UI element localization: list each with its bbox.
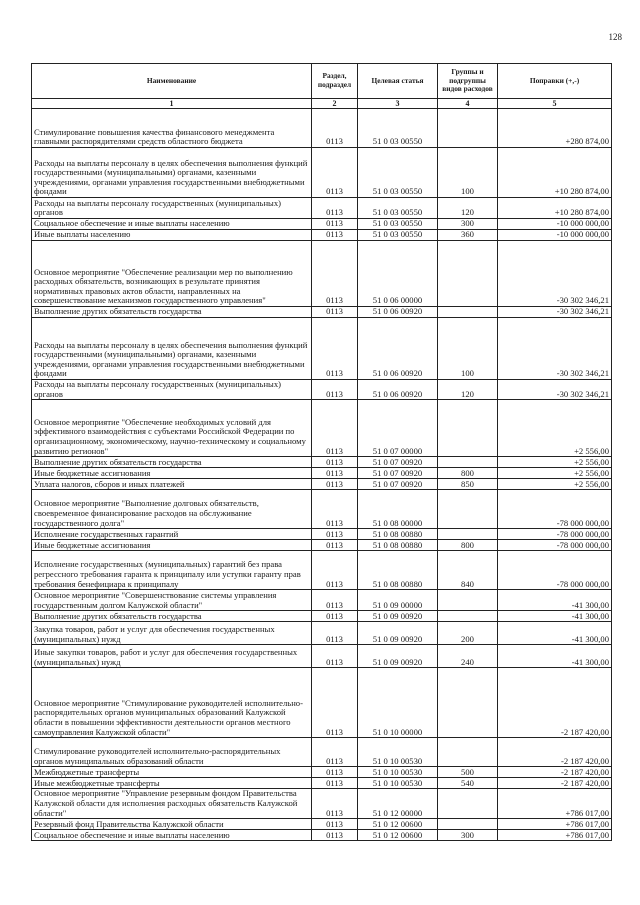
table-row	[32, 479, 612, 490]
table-row	[32, 241, 612, 307]
table-row	[32, 230, 612, 241]
row-name: Расходы на выплаты персоналу в целях обеспечения выполнения функций государственными (муниципальными) органами, казенными учреждениями, органами управления государственными внебюджетными фондами	[32, 148, 312, 198]
row-target-article: 51 0 07 00920	[358, 468, 438, 479]
row-name: Выполнение других обязательств государства	[32, 611, 312, 622]
table-row	[32, 109, 612, 148]
row-target-article: 51 0 06 00920	[358, 380, 438, 400]
row-name: Выполнение других обязательств государства	[32, 457, 312, 468]
row-amount: -2 187 420,00	[498, 767, 612, 778]
row-target-article: 51 0 03 00550	[358, 198, 438, 219]
row-amount: -2 187 420,00	[498, 738, 612, 767]
table-row	[32, 645, 612, 668]
row-section: 0113	[312, 400, 358, 457]
column-number-1: 1	[32, 99, 312, 109]
row-section: 0113	[312, 590, 358, 611]
table-row	[32, 529, 612, 540]
row-name: Уплата налогов, сборов и иных платежей	[32, 479, 312, 490]
row-name: Стимулирование повышения качества финансового менеджмента главными распорядителями средств областного бюджета	[32, 109, 312, 148]
row-section: 0113	[312, 219, 358, 230]
column-number-5: 5	[498, 99, 612, 109]
budget-amendments-table	[31, 63, 612, 841]
row-target-article: 51 0 06 00000	[358, 241, 438, 307]
row-section: 0113	[312, 318, 358, 380]
row-amount: +2 556,00	[498, 468, 612, 479]
row-name: Основное мероприятие "Совершенствование системы управления государственным долгом Калужской области"	[32, 590, 312, 611]
row-expense-type: 360	[438, 230, 498, 241]
page-number: 128	[608, 32, 622, 42]
row-section: 0113	[312, 611, 358, 622]
row-expense-type: 120	[438, 198, 498, 219]
row-amount: -78 000 000,00	[498, 551, 612, 590]
row-name: Иные межбюджетные трансферты	[32, 778, 312, 789]
table-row	[32, 307, 612, 318]
table-header-row	[32, 64, 612, 99]
row-name: Резервный фонд Правительства Калужской области	[32, 819, 312, 830]
row-section: 0113	[312, 668, 358, 738]
row-expense-type: 300	[438, 830, 498, 841]
row-name: Исполнение государственных гарантий	[32, 529, 312, 540]
row-target-article: 51 0 09 00000	[358, 590, 438, 611]
row-amount: +280 874,00	[498, 109, 612, 148]
row-name: Основное мероприятие "Стимулирование руководителей исполнительно-распорядительных органов муниципальных образований Калужской области в повышении эффективности деятельности органов местного самоуправления Калужской области"	[32, 668, 312, 738]
table-row	[32, 819, 612, 830]
table-row	[32, 540, 612, 551]
row-name: Основное мероприятие "Обеспечение необходимых условий для эффективного взаимодействия с субъектами Российской Федерации по организационному, экономическому, научно-техническому и социальному развитию регионов"	[32, 400, 312, 457]
row-name: Закупка товаров, работ и услуг для обеспечения государственных (муниципальных) нужд	[32, 622, 312, 645]
table-row	[32, 830, 612, 841]
row-expense-type: 100	[438, 318, 498, 380]
row-expense-type	[438, 590, 498, 611]
row-target-article: 51 0 10 00530	[358, 778, 438, 789]
table-row	[32, 738, 612, 767]
row-target-article: 51 0 07 00920	[358, 457, 438, 468]
row-amount: -41 300,00	[498, 622, 612, 645]
row-amount: -78 000 000,00	[498, 540, 612, 551]
row-amount: +2 556,00	[498, 457, 612, 468]
row-target-article: 51 0 10 00530	[358, 767, 438, 778]
table-row	[32, 668, 612, 738]
table-row	[32, 622, 612, 645]
row-amount: -2 187 420,00	[498, 668, 612, 738]
row-expense-type	[438, 109, 498, 148]
row-target-article: 51 0 08 00880	[358, 529, 438, 540]
row-amount: +2 556,00	[498, 479, 612, 490]
table-row	[32, 318, 612, 380]
row-target-article: 51 0 07 00920	[358, 479, 438, 490]
row-section: 0113	[312, 738, 358, 767]
row-expense-type: 100	[438, 148, 498, 198]
row-section: 0113	[312, 148, 358, 198]
row-target-article: 51 0 12 00000	[358, 789, 438, 819]
row-name: Расходы на выплаты персоналу государственных (муниципальных) органов	[32, 380, 312, 400]
row-target-article: 51 0 08 00880	[358, 551, 438, 590]
row-section: 0113	[312, 789, 358, 819]
row-name: Основное мероприятие "Управление резервным фондом Правительства Калужской области для исполнения расходных обязательств Калужской области"	[32, 789, 312, 819]
row-name: Выполнение других обязательств государства	[32, 307, 312, 318]
table-row	[32, 219, 612, 230]
table-row	[32, 380, 612, 400]
row-section: 0113	[312, 457, 358, 468]
row-target-article: 51 0 03 00550	[358, 230, 438, 241]
table-row	[32, 551, 612, 590]
column-number-row	[32, 99, 612, 109]
row-name: Исполнение государственных (муниципальных) гарантий без права регрессного требования гаранта к принципалу или уступки гаранту прав требования бенефициара к принципалу	[32, 551, 312, 590]
row-amount: -30 302 346,21	[498, 380, 612, 400]
row-section: 0113	[312, 540, 358, 551]
row-amount: +10 280 874,00	[498, 148, 612, 198]
row-name: Иные бюджетные ассигнования	[32, 468, 312, 479]
row-amount: -30 302 346,21	[498, 318, 612, 380]
table-row	[32, 611, 612, 622]
row-section: 0113	[312, 241, 358, 307]
row-target-article: 51 0 09 00920	[358, 645, 438, 668]
column-number-2: 2	[312, 99, 358, 109]
row-section: 0113	[312, 830, 358, 841]
row-target-article: 51 0 08 00880	[358, 540, 438, 551]
row-section: 0113	[312, 529, 358, 540]
column-number-3: 3	[358, 99, 438, 109]
row-expense-type: 800	[438, 540, 498, 551]
row-section: 0113	[312, 645, 358, 668]
row-expense-type	[438, 490, 498, 529]
row-expense-type	[438, 529, 498, 540]
row-name: Основное мероприятие "Обеспечение реализации мер по выполнению расходных обязательств, возникающих в результате принятия нормативных правовых актов области, направленных на совершенствование механизмов государственного управления"	[32, 241, 312, 307]
row-amount: -30 302 346,21	[498, 241, 612, 307]
row-expense-type	[438, 457, 498, 468]
row-name: Иные закупки товаров, работ и услуг для обеспечения государственных (муниципальных) нужд	[32, 645, 312, 668]
row-target-article: 51 0 12 00600	[358, 819, 438, 830]
row-expense-type	[438, 668, 498, 738]
table-row	[32, 590, 612, 611]
table-row	[32, 457, 612, 468]
row-target-article: 51 0 03 00550	[358, 109, 438, 148]
row-name: Иные бюджетные ассигнования	[32, 540, 312, 551]
row-section: 0113	[312, 109, 358, 148]
row-expense-type	[438, 611, 498, 622]
row-expense-type	[438, 819, 498, 830]
row-section: 0113	[312, 468, 358, 479]
row-name: Основное мероприятие "Выполнение долговых обязательств, своевременное финансирование расходов на обслуживание государственного долга"	[32, 490, 312, 529]
row-name: Иные выплаты населению	[32, 230, 312, 241]
header-expense-groups: Группы и подгруппы видов расходов	[438, 64, 498, 99]
row-name: Расходы на выплаты персоналу государственных (муниципальных) органов	[32, 198, 312, 219]
row-section: 0113	[312, 230, 358, 241]
row-expense-type: 300	[438, 219, 498, 230]
row-section: 0113	[312, 490, 358, 529]
row-amount: -41 300,00	[498, 590, 612, 611]
row-expense-type: 540	[438, 778, 498, 789]
row-target-article: 51 0 09 00920	[358, 611, 438, 622]
row-amount: +786 017,00	[498, 830, 612, 841]
row-section: 0113	[312, 551, 358, 590]
row-section: 0113	[312, 307, 358, 318]
row-target-article: 51 0 06 00920	[358, 307, 438, 318]
row-target-article: 51 0 03 00550	[358, 148, 438, 198]
header-name: Наименование	[32, 64, 312, 99]
row-target-article: 51 0 09 00920	[358, 622, 438, 645]
row-amount: -30 302 346,21	[498, 307, 612, 318]
row-target-article: 51 0 08 00000	[358, 490, 438, 529]
row-expense-type: 500	[438, 767, 498, 778]
table-row	[32, 198, 612, 219]
table-row	[32, 778, 612, 789]
table-row	[32, 148, 612, 198]
row-amount: +2 556,00	[498, 400, 612, 457]
row-amount: -41 300,00	[498, 611, 612, 622]
table-row	[32, 490, 612, 529]
row-target-article: 51 0 06 00920	[358, 318, 438, 380]
row-amount: -10 000 000,00	[498, 230, 612, 241]
row-amount: -78 000 000,00	[498, 490, 612, 529]
row-expense-type: 200	[438, 622, 498, 645]
row-section: 0113	[312, 479, 358, 490]
row-expense-type: 850	[438, 479, 498, 490]
row-name: Расходы на выплаты персоналу в целях обеспечения выполнения функций государственными (муниципальными) органами, казенными учреждениями, органами управления государственными внебюджетными фондами	[32, 318, 312, 380]
row-expense-type	[438, 400, 498, 457]
row-expense-type: 800	[438, 468, 498, 479]
row-amount: -2 187 420,00	[498, 778, 612, 789]
row-amount: -41 300,00	[498, 645, 612, 668]
row-target-article: 51 0 07 00000	[358, 400, 438, 457]
column-number-4: 4	[438, 99, 498, 109]
row-name: Социальное обеспечение и иные выплаты населению	[32, 830, 312, 841]
row-expense-type	[438, 789, 498, 819]
row-target-article: 51 0 03 00550	[358, 219, 438, 230]
row-section: 0113	[312, 622, 358, 645]
row-section: 0113	[312, 819, 358, 830]
row-amount: -10 000 000,00	[498, 219, 612, 230]
row-section: 0113	[312, 198, 358, 219]
row-expense-type	[438, 738, 498, 767]
table-row	[32, 468, 612, 479]
row-amount: +10 280 874,00	[498, 198, 612, 219]
row-target-article: 51 0 12 00600	[358, 830, 438, 841]
header-target-article: Целевая статья	[358, 64, 438, 99]
header-section: Раздел, подраздел	[312, 64, 358, 99]
row-expense-type: 120	[438, 380, 498, 400]
header-amendments: Поправки (+,-)	[498, 64, 612, 99]
row-target-article: 51 0 10 00530	[358, 738, 438, 767]
row-section: 0113	[312, 767, 358, 778]
row-expense-type	[438, 241, 498, 307]
row-amount: +786 017,00	[498, 789, 612, 819]
row-expense-type	[438, 307, 498, 318]
table-row	[32, 767, 612, 778]
row-amount: +786 017,00	[498, 819, 612, 830]
table-row	[32, 789, 612, 819]
row-expense-type: 840	[438, 551, 498, 590]
row-name: Стимулирование руководителей исполнительно-распорядительных органов муниципальных образований области	[32, 738, 312, 767]
row-name: Социальное обеспечение и иные выплаты населению	[32, 219, 312, 230]
row-target-article: 51 0 10 00000	[358, 668, 438, 738]
table-row	[32, 400, 612, 457]
row-name: Межбюджетные трансферты	[32, 767, 312, 778]
row-section: 0113	[312, 380, 358, 400]
row-expense-type: 240	[438, 645, 498, 668]
row-section: 0113	[312, 778, 358, 789]
row-amount: -78 000 000,00	[498, 529, 612, 540]
